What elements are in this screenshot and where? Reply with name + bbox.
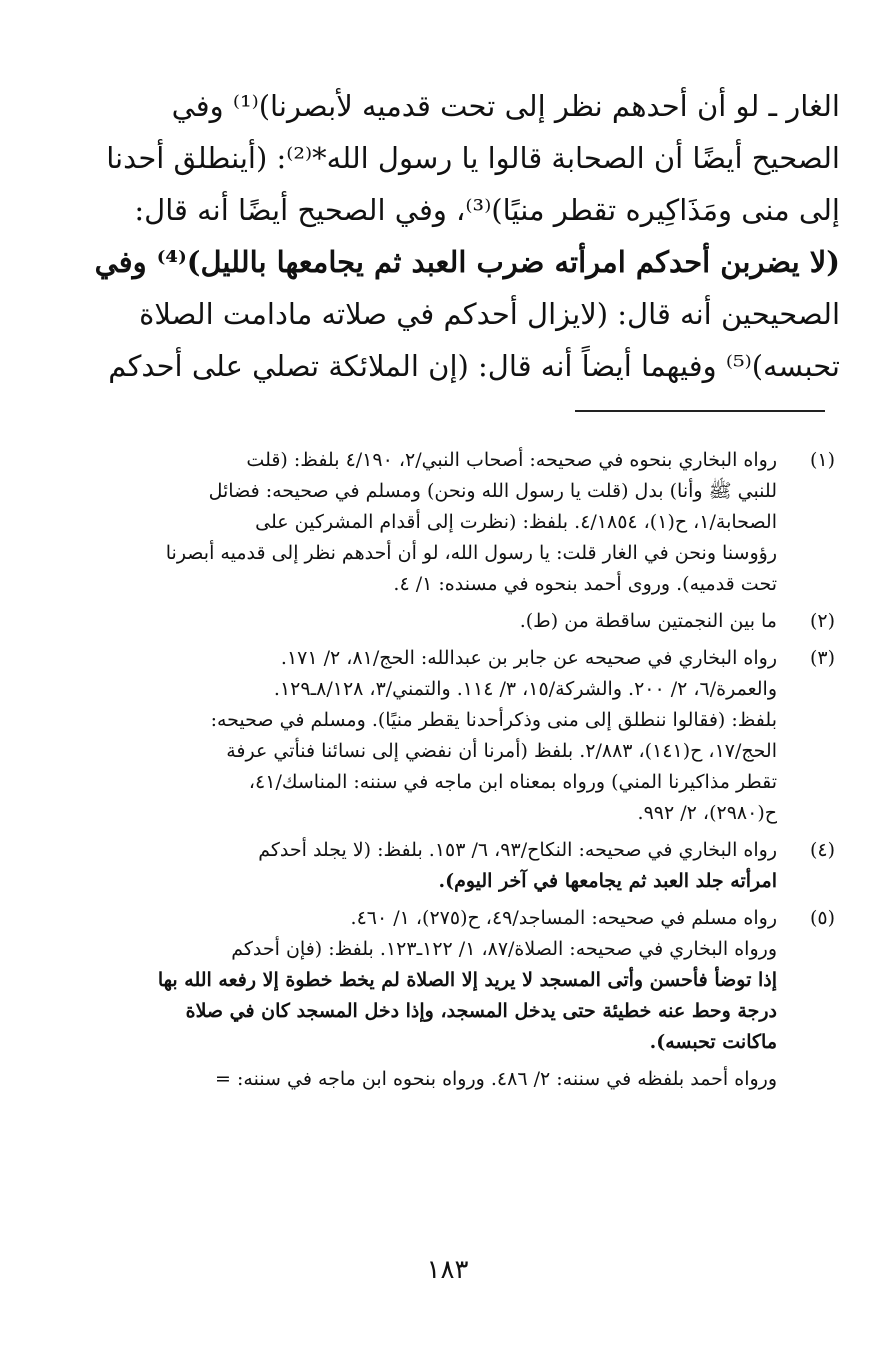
main-line: إلى منى ومَذَاكِيره تقطر منيًا)⁽³⁾، وفي الصحيح أيضًا أنه قال:: [134, 193, 840, 227]
footnote-line: درجة وحط عنه خطيئة حتى يدخل المسجد، وإذا دخل المسجد كان في صلاة: [185, 1000, 777, 1022]
footnote-line: إذا توضأ فأحسن وأتى المسجد لا يريد إلا الصلاة لم يخط خطوة إلا رفعه الله بها: [157, 969, 777, 991]
footnote-line: للنبي ﷺ وأنا) بدل (قلت يا رسول الله ونحن) ومسلم في صحيحه: فضائل: [208, 480, 777, 502]
footnote-line: رؤوسنا ونحن في الغار قلت: يا رسول الله، لو أن أحدهم نظر إلى قدميه أبصرنا: [165, 542, 777, 564]
main-line: (لا يضربن أحدكم امرأته ضرب العبد ثم يجامعها بالليل)⁽⁴⁾ وفي: [94, 245, 840, 279]
main-text: [94, 80, 840, 392]
footnote-line: ورواه أحمد بلفظه في سننه: ٢/ ٤٨٦. ورواه بنحوه ابن ماجه في سننه: =: [215, 1068, 777, 1090]
footnote-3: [75, 643, 835, 829]
footnote-line: رواه البخاري في صحيحه: النكاح/٩٣، ٦/ ١٥٣. بلفظ: (لا يجلد أحدكم: [258, 839, 777, 861]
page-number: ١٨٣: [426, 1255, 469, 1285]
footnote-line: امرأته جلد العبد ثم يجامعها في آخر اليوم).: [438, 870, 777, 892]
footnote-line: تحت قدميه). وروى أحمد بنحوه في مسنده: ١/ ٤.: [393, 573, 777, 595]
footnote-body: [75, 445, 777, 600]
footnote-number: (١): [809, 449, 835, 471]
footnote-line: الصحابة/١، ح(١)، ٤/١٨٥٤. بلفظ: (نظرت إلى أقدام المشركين على: [255, 511, 777, 533]
footnote-line: ما بين النجمتين ساقطة من (ط).: [519, 610, 777, 632]
footnote-2: [75, 606, 835, 637]
footnote-number: (٥): [809, 907, 835, 929]
footnote-4: [75, 835, 835, 897]
footnote-number: (٤): [809, 839, 835, 861]
footnote-number: (٣): [809, 647, 835, 669]
footnote-line: رواه مسلم في صحيحه: المساجد/٤٩، ح(٢٧٥)، ١/ ٤٦٠.: [350, 907, 777, 929]
footnote-line: بلفظ: (فقالوا ننطلق إلى منى وذكرأحدنا يقطر منيًا). ومسلم في صحيحه:: [210, 709, 777, 731]
footnote-line: ماكانت تحبسه).: [649, 1031, 777, 1053]
footnote-line: رواه البخاري بنحوه في صحيحه: أصحاب النبي/٢، ٤/١٩٠ بلفظ: (قلت: [246, 449, 777, 471]
footnote-line: تقطر مذاكيرنا المني) ورواه بمعناه ابن ماجه في سننه: المناسك/٤١،: [248, 771, 777, 793]
footnote-body: [75, 606, 777, 637]
footnotes: [75, 445, 835, 1101]
footnote-line: ح(٢٩٨٠)، ٢/ ٩٩٢.: [637, 802, 777, 824]
footnote-5: [75, 903, 835, 1058]
footnote-continuation: [75, 1064, 835, 1095]
footnote-1: [75, 445, 835, 600]
main-line: الغار ـ لو أن أحدهم نظر إلى تحت قدميه لأبصرنا)⁽¹⁾ وفي: [171, 89, 840, 123]
footnote-line: ورواه البخاري في صحيحه: الصلاة/٨٧، ١/ ١٢٢ـ١٢٣. بلفظ: (فإن أحدكم: [231, 938, 777, 960]
footnote-body: [75, 643, 777, 829]
footnote-body: [75, 835, 777, 897]
footnote-body: [75, 1064, 777, 1095]
main-line: الصحيح أيضًا أن الصحابة قالوا يا رسول الله*⁽²⁾: (أينطلق أحدنا: [106, 141, 840, 175]
footnote-number: (٢): [809, 610, 835, 632]
main-line: الصحيحين أنه قال: (لايزال أحدكم في صلاته مادامت الصلاة: [139, 297, 840, 331]
footnote-line: الحج/١٧، ح(١٤١)، ٢/٨٨٣. بلفظ (أمرنا أن نفضي إلى نسائنا فنأتي عرفة: [226, 740, 777, 762]
main-line: تحبسه)⁽⁵⁾ وفيهما أيضاً أنه قال: (إن الملائكة تصلي على أحدكم: [108, 349, 840, 383]
footnote-line: رواه البخاري في صحيحه عن جابر بن عبدالله: الحج/٨١، ٢/ ١٧١.: [280, 647, 777, 669]
footnote-separator: [575, 410, 825, 412]
footnote-line: والعمرة/٦، ٢/ ٢٠٠. والشركة/١٥، ٣/ ١١٤. والتمني/٣، ٨/١٢٨ـ١٢٩.: [273, 678, 777, 700]
footnote-body: [75, 903, 777, 1058]
